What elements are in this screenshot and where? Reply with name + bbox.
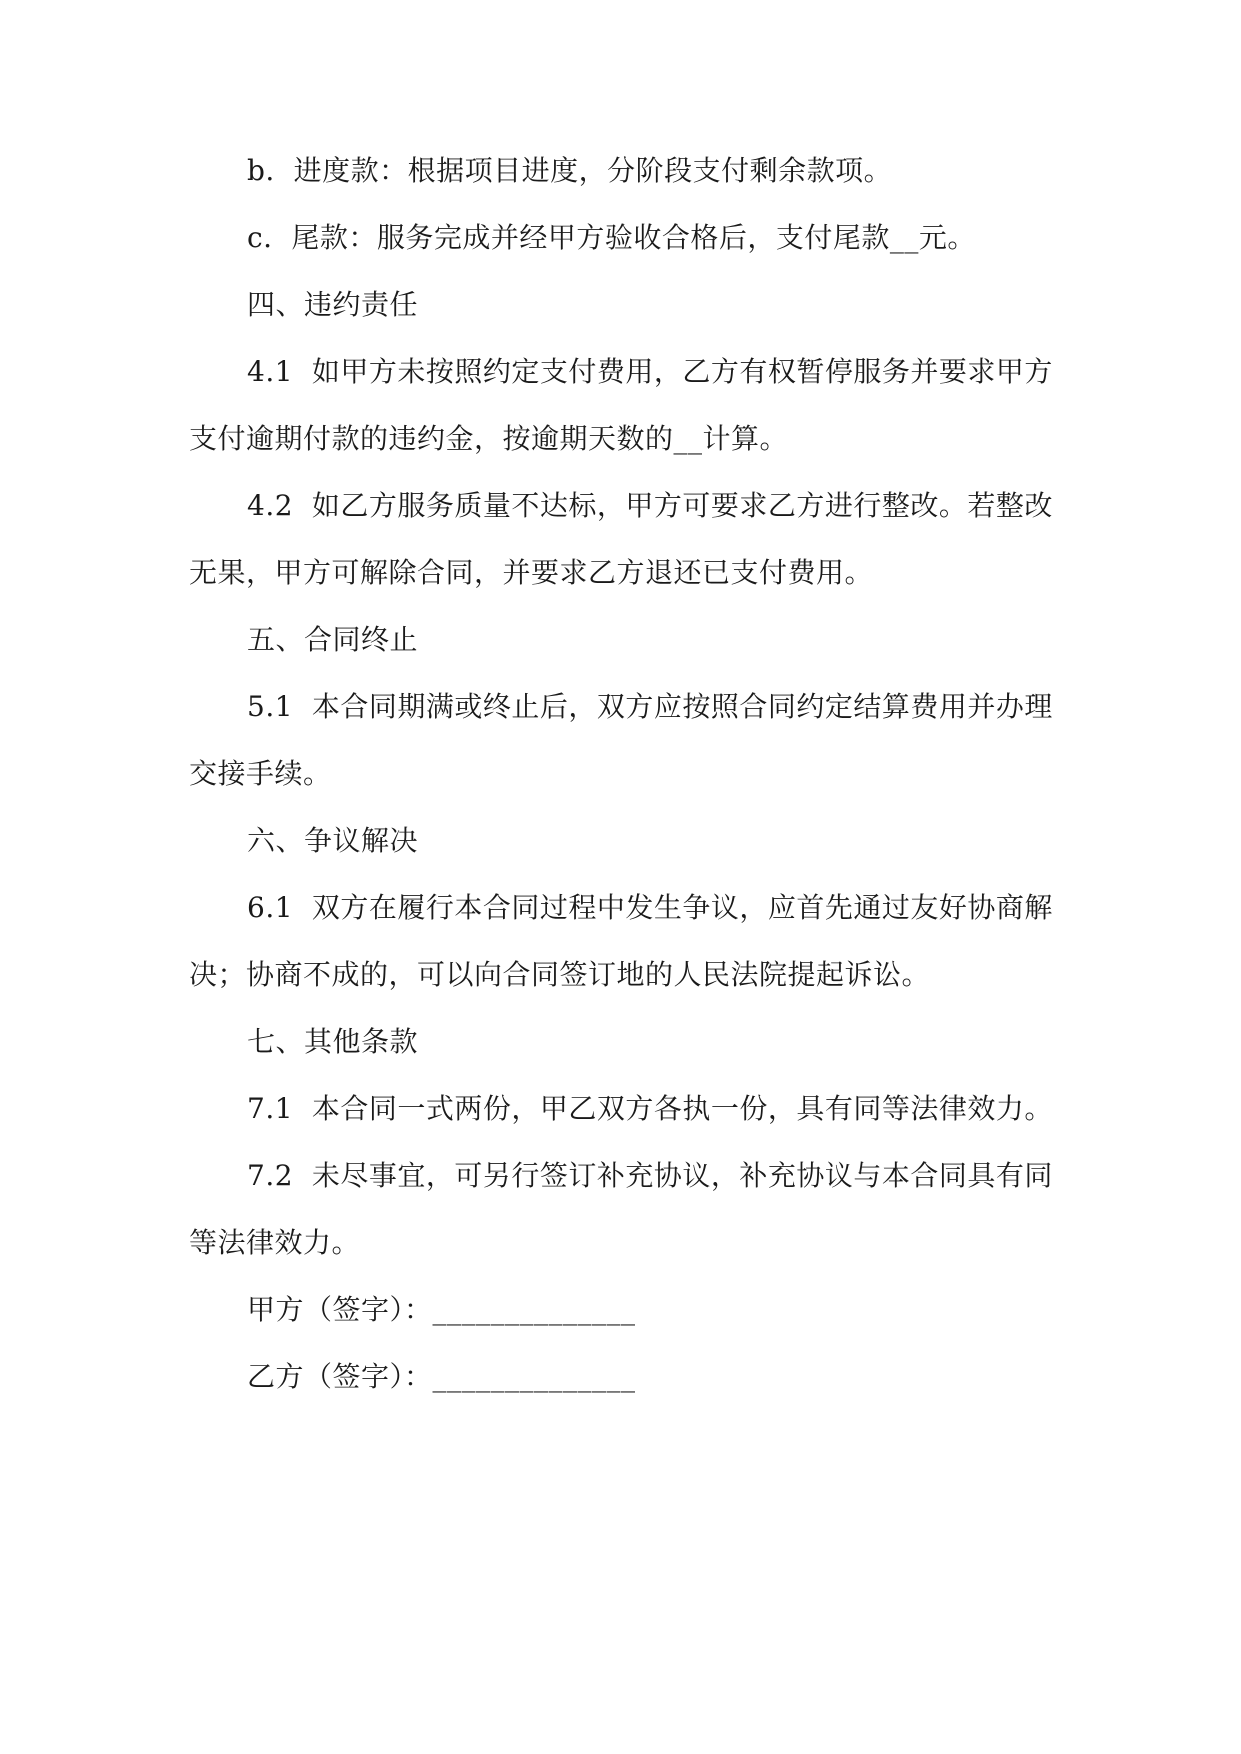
clause-5-1-line-1: 5.1 本合同期满或终止后，双方应按照合同约定结算费用并办理: [247, 690, 1053, 723]
clause-7-2-line-1: 7.2 未尽事宜，可另行签订补充协议，补充协议与本合同具有同: [247, 1159, 1053, 1192]
party-a-signature: 甲方（签字）：______________: [247, 1293, 636, 1326]
clause-6-1-line-2: 决；协商不成的，可以向合同签订地的人民法院提起诉讼。: [189, 958, 931, 991]
payment-progress-item: b. 进度款：根据项目进度，分阶段支付剩余款项。: [247, 154, 893, 187]
clause-6-1-line-1: 6.1 双方在履行本合同过程中发生争议，应首先通过友好协商解: [247, 891, 1053, 924]
clause-4-1-line-1: 4.1 如甲方未按照约定支付费用，乙方有权暂停服务并要求甲方: [247, 355, 1053, 388]
clause-4-2-line-2: 无果，甲方可解除合同，并要求乙方退还已支付费用。: [189, 556, 874, 589]
clause-7-2-line-2: 等法律效力。: [189, 1226, 361, 1259]
section-heading-breach: 四、违约责任: [247, 288, 419, 321]
payment-final-item: c. 尾款：服务完成并经甲方验收合格后，支付尾款__元。: [247, 221, 976, 254]
section-heading-termination: 五、合同终止: [247, 623, 419, 656]
clause-4-2-line-1: 4.2 如乙方服务质量不达标，甲方可要求乙方进行整改。若整改: [247, 489, 1053, 522]
clause-7-1: 7.1 本合同一式两份，甲乙双方各执一份，具有同等法律效力。: [247, 1092, 1053, 1125]
clause-4-1-line-2: 支付逾期付款的违约金，按逾期天数的__计算。: [189, 422, 789, 455]
section-heading-other: 七、其他条款: [247, 1025, 419, 1058]
party-b-signature: 乙方（签字）：______________: [247, 1360, 636, 1393]
section-heading-dispute: 六、争议解决: [247, 824, 419, 857]
clause-5-1-line-2: 交接手续。: [189, 757, 332, 790]
